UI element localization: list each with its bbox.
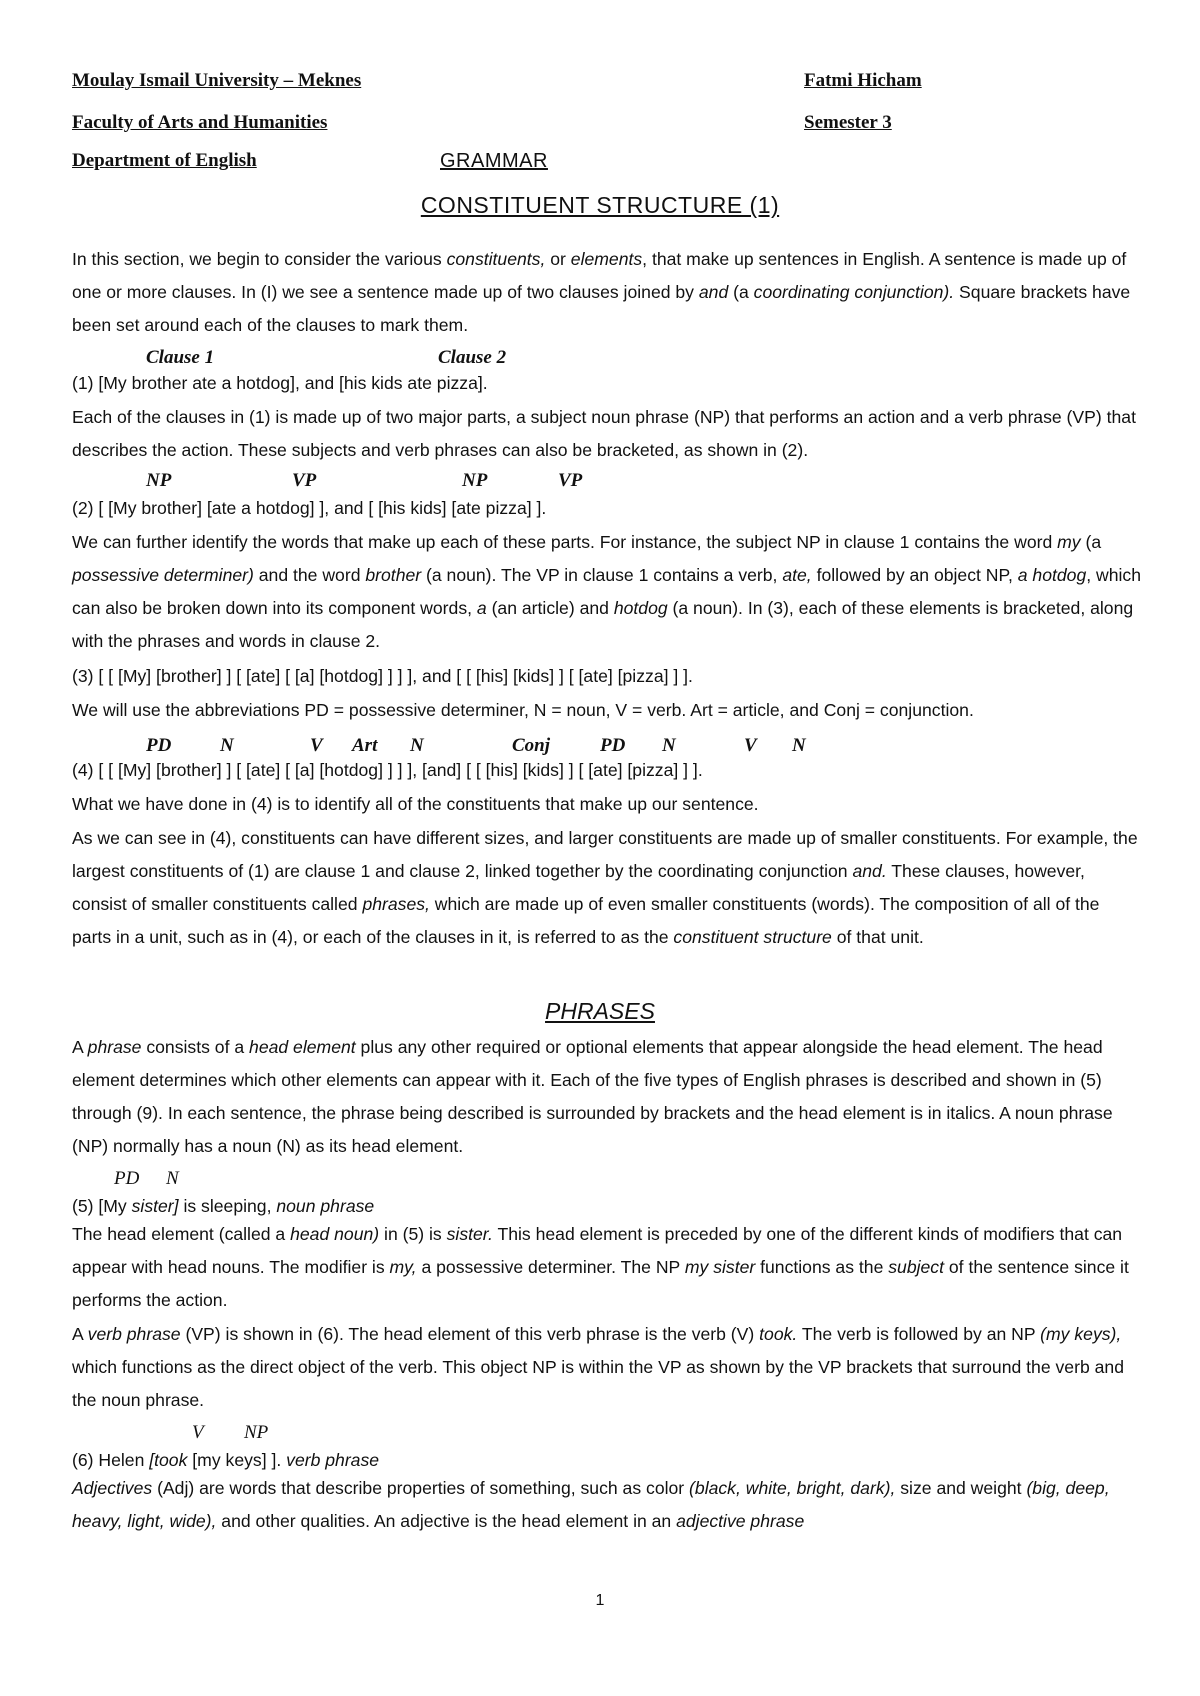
- paragraph-9: A verb phrase (VP) is shown in (6). The head element of this verb phrase is the verb (V) took. The verb is followed by an NP (my keys), which functions as the direct object of the verb. This object NP is within the VP as shown by the VP brackets that surround the verb and the noun phrase.: [72, 1324, 1124, 1410]
- example-4: (4) [ [ [My] [brother] ] [ [ate] [ [a] [hotdog] ] ] ], [and] [ [ [his] [kids] ] [ [ate] [pizza] ] ].: [72, 760, 703, 780]
- example-5: (5) [My sister] is sleeping, noun phrase: [72, 1196, 375, 1216]
- paragraph-8: The head element (called a head noun) in (5) is sister. This head element is preceded by one of the different kinds of modifiers that can appear with head nouns. The modifier is my, a possessive determiner. The NP my sister functions as the subject of the sentence since it performs the action.: [72, 1224, 1129, 1310]
- example-6-labels: [0, 1422, 1200, 1446]
- np-label-2: NP: [462, 470, 488, 491]
- paragraph-5: What we have done in (4) is to identify all of the constituents that make up our sentence.: [72, 794, 759, 814]
- label-n: N: [792, 735, 806, 756]
- example-2: (2) [ [My brother] [ate a hotdog] ], and [ [his kids] [ate pizza] ].: [72, 498, 547, 518]
- clause-1-label: Clause 1: [146, 347, 215, 368]
- paragraph-7: A phrase consists of a head element plus any other required or optional elements that appear alongside the head element. The head element determines which other elements can appear with it. Each of the five types of English phrases is described and shown in (5) through (9). In each sentence, the phrase being described is surrounded by brackets and the head element is in italics. A noun phrase (NP) normally has a noun (N) as its head element.: [72, 1037, 1113, 1156]
- intro-paragraph: In this section, we begin to consider the various constituents, or elements, that make up sentences in English. A sentence is made up of one or more clauses. In (I) we see a sentence made up of two clauses joined by and (a coordinating conjunction). Square brackets have been set around each of the clauses to mark them.: [72, 249, 1131, 335]
- author-name: Fatmi Hicham: [804, 70, 922, 91]
- label-v: V: [310, 735, 323, 756]
- label-n: N: [662, 735, 676, 756]
- vp-label-2: VP: [558, 470, 583, 491]
- paragraph-10: Adjectives (Adj) are words that describe properties of something, such as color (black, white, bright, dark), size and weight (big, deep, heavy, light, wide), and other qualities. An adjective is the head element in an adjective phrase: [72, 1478, 1110, 1531]
- example-4-labels: [0, 735, 1200, 759]
- label-n: N: [410, 735, 424, 756]
- faculty-name: Faculty of Arts and Humanities: [72, 112, 328, 133]
- example-1-labels: [0, 347, 1200, 371]
- label-np: NP: [244, 1422, 269, 1443]
- paragraph-4: We will use the abbreviations PD = possessive determiner, N = noun, V = verb. Art = article, and Conj = conjunction.: [72, 700, 974, 720]
- semester-label: Semester 3: [804, 112, 892, 133]
- university-name: Moulay Ismail University – Meknes: [72, 70, 362, 91]
- example-6: (6) Helen [took [my keys] ]. verb phrase: [72, 1450, 380, 1470]
- clause-2-label: Clause 2: [438, 347, 507, 368]
- label-n: N: [220, 735, 234, 756]
- label-pd: PD: [114, 1168, 140, 1189]
- example-3: (3) [ [ [My] [brother] ] [ [ate] [ [a] [hotdog] ] ] ], and [ [ [his] [kids] ] [ [ate] [pizza] ] ].: [72, 666, 693, 686]
- example-1: (1) [My brother ate a hotdog], and [his kids ate pizza].: [72, 373, 488, 393]
- label-pd: PD: [600, 735, 626, 756]
- department-name: Department of English: [72, 150, 257, 171]
- phrases-heading: PHRASES: [545, 998, 655, 1024]
- page-title: CONSTITUENT STRUCTURE (1): [420, 192, 780, 218]
- label-art: Art: [352, 735, 378, 756]
- label-n: N: [166, 1168, 179, 1189]
- example-2-labels: [0, 470, 1200, 494]
- example-5-labels: [0, 1168, 1200, 1192]
- paragraph-3: We can further identify the words that make up each of these parts. For instance, the subject NP in clause 1 contains the word my (a possessive determiner) and the word brother (a noun). The VP in clause 1 contains a verb, ate, followed by an object NP, a hotdog, which can also be broken down into its component words, a (an article) and hotdog (a noun). In (3), each of these elements is bracketed, along with the phrases and words in clause 2.: [72, 532, 1142, 651]
- np-label-1: NP: [146, 470, 172, 491]
- label-v: V: [744, 735, 757, 756]
- page-number: 1: [595, 1592, 605, 1609]
- vp-label-1: VP: [292, 470, 317, 491]
- paragraph-6: As we can see in (4), constituents can have different sizes, and larger constituents are made up of smaller constituents. For example, the largest constituents of (1) are clause 1 and clause 2, linked together by the coordinating conjunction and. These clauses, however, consist of smaller constituents called phrases, which are made up of even smaller constituents (words). The composition of all of the parts in a unit, such as in (4), or each of the clauses in it, is referred to as the constituent structure of that unit.: [72, 828, 1138, 947]
- label-v: V: [192, 1422, 204, 1443]
- label-conj: Conj: [512, 735, 551, 756]
- course-label: GRAMMAR: [440, 150, 548, 172]
- label-pd: PD: [146, 735, 172, 756]
- paragraph-2: Each of the clauses in (1) is made up of two major parts, a subject noun phrase (NP) that performs an action and a verb phrase (VP) that describes the action. These subjects and verb phrases can also be bracketed, as shown in (2).: [72, 407, 1136, 460]
